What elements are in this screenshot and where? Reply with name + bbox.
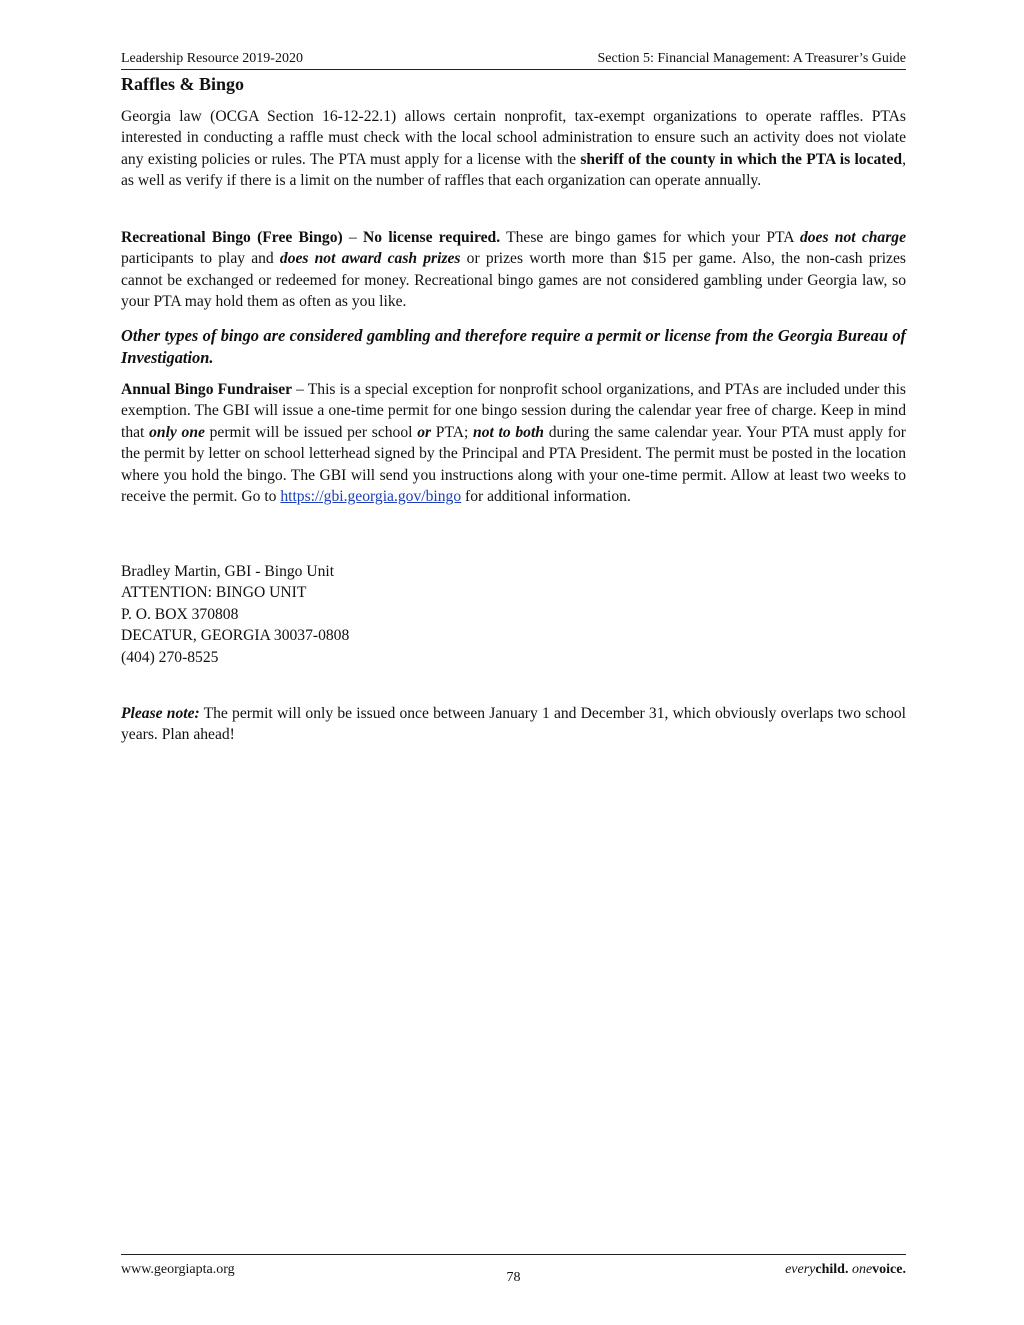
p4-or: or — [417, 423, 432, 441]
p2-does-not-charge: does not charge — [799, 229, 907, 246]
mailing-address — [121, 561, 349, 668]
p1-text-2: , as well as verify if there is a limit on the number of raffles that each organization can operate annually. — [121, 150, 906, 190]
p4-not-to-both: not to both — [473, 423, 544, 441]
header-right: Section 5: Financial Management: A Treasurer’s Guide — [597, 51, 906, 66]
gbi-bingo-link[interactable]: https://gbi.georgia.gov/bingo — [280, 488, 462, 506]
footer-tagline — [785, 1261, 906, 1279]
address-line: P. O. BOX 370808 — [121, 605, 239, 623]
tagline-one: one — [851, 1262, 873, 1277]
p2-dash: – — [342, 229, 364, 246]
please-note-label: Please note: — [121, 705, 200, 722]
gambling-notice: Other types of bingo are considered gambling and therefore require a permit or license from the Georgia Bureau of Investigation. — [121, 326, 906, 367]
p4-text-1: – This is a special exception for nonprofit school organizations, and PTAs are included under this exemption. The GBI will issue a one-time permit for one bingo session during the calendar year free of charge. Keep in mind that — [121, 381, 906, 441]
address-line: ATTENTION: BINGO UNIT — [121, 584, 307, 602]
header-left: Leadership Resource 2019-2020 — [121, 51, 303, 66]
p1-bold-sheriff: sheriff of the county in which the PTA is located — [580, 150, 903, 168]
p2-text-1: These are bingo games for which your PTA — [500, 229, 800, 246]
annual-bingo-paragraph — [121, 379, 906, 507]
address-line: Bradley Martin, GBI - Bingo Unit — [121, 563, 335, 580]
page-header — [121, 50, 906, 70]
raffles-paragraph — [121, 106, 906, 192]
address-phone: (404) 270-8525 — [121, 648, 219, 666]
recreational-bingo-paragraph — [121, 227, 906, 313]
page-footer — [121, 1254, 906, 1295]
footer-website: www.georgiapta.org — [121, 1262, 235, 1277]
document-page — [121, 0, 906, 1325]
p4-text-5: for additional information. — [461, 488, 631, 506]
p4-heading: Annual Bingo Fundraiser — [121, 381, 293, 398]
p2-text-2: participants to play and — [121, 250, 280, 268]
tagline-every: every — [785, 1262, 816, 1277]
please-note-paragraph — [121, 703, 906, 746]
page-number: 78 — [506, 1270, 521, 1285]
p2-heading: Recreational Bingo (Free Bingo) — [121, 229, 343, 246]
address-line: DECATUR, GEORGIA 30037-0808 — [121, 627, 350, 645]
p4-text-3: PTA; — [431, 423, 474, 441]
please-note-text: The permit will only be issued once between January 1 and December 31, which obviously overlaps two school years. Plan ahead! — [121, 705, 906, 744]
p2-no-license: No license required. — [363, 229, 501, 246]
section-title: Raffles & Bingo — [121, 74, 244, 94]
p4-text-4: during the same calendar year. Your PTA must apply for the permit by letter on school letterhead signed by the Principal and PTA President. The permit must be posted in the location where you hold the bingo. The GBI will send you instructions along with your one-time permit. Allow at least two weeks to receive the permit. Go to — [121, 423, 906, 506]
p2-text-3: or prizes worth more than $15 per game. Also, the non-cash prizes cannot be exchanged or redeemed for money. Recreational bingo games are not considered gambling under Georgia law, so your PTA may hold them as often as you like. — [121, 250, 906, 311]
p4-text-2: permit will be issued per school — [204, 423, 418, 441]
p2-no-cash-prizes: does not award cash prizes — [279, 250, 461, 268]
p1-text-1: Georgia law (OCGA Section 16-12-22.1) allows certain nonprofit, tax-exempt organizations to operate raffles. PTAs interested in conducting a raffle must check with the local school administration to ensure such an activity does not violate any existing policies or rules. The PTA must apply for a license with the — [121, 108, 906, 168]
tagline-child: child. — [815, 1262, 849, 1277]
p4-only-one: only one — [149, 423, 205, 441]
tagline-voice: voice. — [872, 1262, 906, 1277]
